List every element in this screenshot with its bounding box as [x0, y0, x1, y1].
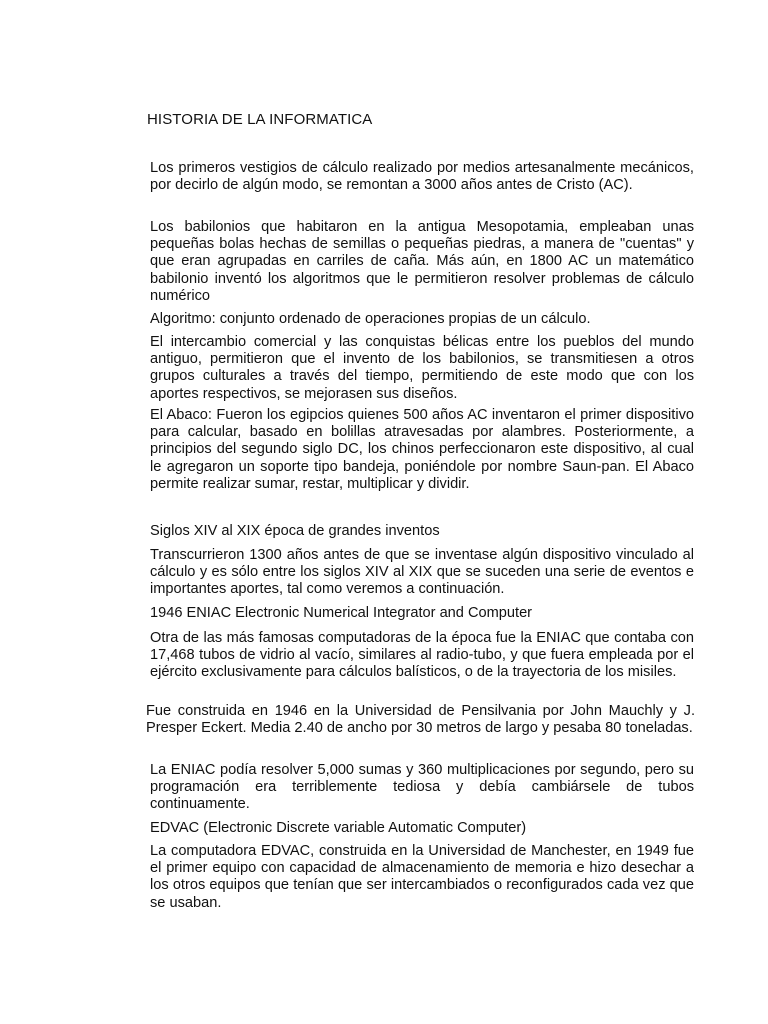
paragraph-eniac-sumas: La ENIAC podía resolver 5,000 sumas y 360 multiplicaciones por segundo, pero su programación era terriblemente tediosa y debía cambiársele de tubos continuamente.: [150, 762, 694, 813]
paragraph-algoritmo: Algoritmo: conjunto ordenado de operaciones propias de un cálculo.: [150, 311, 591, 327]
paragraph-intro: Los primeros vestigios de cálculo realizado por medios artesanalmente mecánicos, por decirlo de algún modo, se remontan a 3000 años antes de Cristo (AC).: [150, 160, 694, 194]
paragraph-edvac: La computadora EDVAC, construida en la Universidad de Manchester, en 1949 fue el primer equipo con capacidad de almacenamiento de memoria e hizo desechar a los otros equipos que tenían que ser intercambiados o reconfigurados cada vez que se usaban.: [150, 843, 694, 911]
paragraph-intercambio: El intercambio comercial y las conquistas bélicas entre los pueblos del mundo antiguo, permitieron que el invento de los babilonios, se transmitiesen a otros grupos culturales a través del tiempo, permitiendo de este modo que con los aportes respectivos, se mejorasen sus diseños.: [150, 334, 694, 402]
paragraph-abaco: El Abaco: Fueron los egipcios quienes 500 años AC inventaron el primer dispositivo para calcular, basado en bolillas atravesadas por alambres. Posteriormente, a principios del segundo siglo DC, los chinos perfeccionaron este dispositivo, al cual le agregaron un soporte tipo bandeja, poniéndole por nombre Saun-pan. El Abaco permite realizar sumar, restar, multiplicar y dividir.: [150, 407, 694, 492]
paragraph-transcurrieron: Transcurrieron 1300 años antes de que se inventase algún dispositivo vinculado al cálculo y es sólo entre los siglos XIV al XIX que se suceden una serie de eventos e importantes aportes, tal como veremos a continuación.: [150, 547, 694, 598]
section-heading-siglos: Siglos XIV al XIX época de grandes inventos: [150, 523, 440, 539]
paragraph-eniac: Otra de las más famosas computadoras de la época fue la ENIAC que contaba con 17,468 tubos de vidrio al vacío, similares al radio-tubo, y que fuera empleada por el ejército exclusivamente para cálculos balísticos, o de la trayectoria de los misiles.: [150, 630, 694, 681]
section-heading-edvac: EDVAC (Electronic Discrete variable Automatic Computer): [150, 820, 527, 836]
paragraph-construida: Fue construida en 1946 en la Universidad de Pensilvania por John Mauchly y J. Presper Eckert. Media 2.40 de ancho por 30 metros de largo y pesaba 80 toneladas.: [146, 703, 695, 737]
paragraph-babilonios: Los babilonios que habitaron en la antigua Mesopotamia, empleaban unas pequeñas bolas hechas de semillas o pequeñas piedras, a manera de "cuentas" y que eran agrupadas en carriles de caña. Más aún, en 1800 AC un matemático babilonio inventó los algoritmos que le permitieron resolver problemas de cálculo numérico: [150, 219, 694, 304]
section-heading-eniac: 1946 ENIAC Electronic Numerical Integrator and Computer: [150, 605, 533, 621]
document-title: HISTORIA DE LA INFORMATICA: [147, 111, 373, 128]
